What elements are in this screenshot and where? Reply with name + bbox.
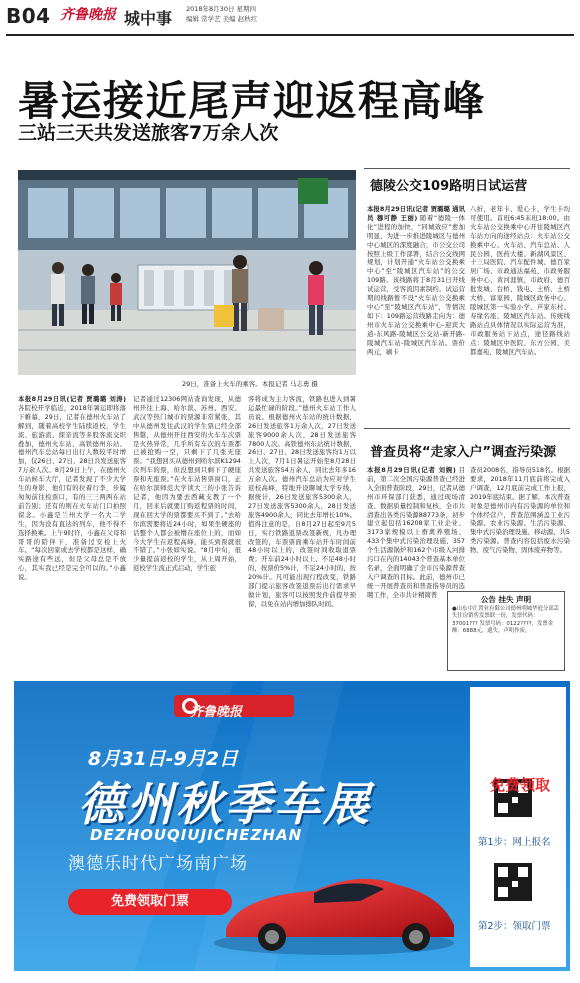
bus-article-col-2 [470, 205, 570, 420]
main-article-col-1 [18, 395, 126, 675]
station-photo [18, 170, 356, 375]
notice-body: ●山东中汇置业有限公司德州明城华庭分部丢失住房销售发票联一份，发票代码：37001??? 发票号码：0122????，发票金额：6888元，遗失，声明作废。 [452, 606, 560, 635]
ad-dates: 8月31日-9月2日 [88, 748, 238, 770]
ad-title: 德州秋季车展 [78, 777, 372, 831]
main-article-lead: 本报8月29日讯(记者 贾璐璐 刘涛) [18, 395, 126, 403]
main-article-text-3: 客将成为主力客流，铁路也进入到暑运最忙碌的阶段。”德州火车站工作人员说。根据德州火车站的统计数据，26日发送旅客1万余人次，27日发送旅客9000余人次，28日发送旅客7800人次。高铁德州东站统计数据，26日、27日、28日发送旅客均1万以上人次，7月1日暑运开始至8月28日共发送旅客54万余人，同比去年多16万余人次。德州汽车总站为应对学生返校高峰，特地开设聊城大学专线，据统计，26日发送旅客5300余人，27日发送旅客5300余人，28日发送旅客4900余人，同比去年增长10%。值得注意的是，自8月27日起至9月5日，实行铁路退票改签新规，凡办理改签的，车票票面乘车站开车时间前48小时以上的，改签时间收取退票费；开车前24小时以上、不足48小时的，按票价5%计，不足24小时的，按20%计。凡可能出现行程改变，铁路部门提示旅客改签退票后出行需求早做计划，旅客可以按照发件前提早预留，以免在站内增加排队时间。 [248, 395, 356, 608]
ad-venue: 澳德乐时代广场南广场 [68, 854, 248, 874]
bus-article-text-1: 随着“德陵一体化”进程的加快，“同城效应”愈加明显，为进一步推进陵城区与德州中心城区的深度融合，市公交公司按照上级工作部署，结合公交线网规划，计划开通“火车站公交换乘中心”至“陵城区汽车站”的公交109路。该线路将于8月31日开线试运营，受客流因素制约，试运营期间线路暂不设“火车站公交换乘中心”至“陵城区汽车站”，等情况如下：109路运营线路走向为：德州市火车站公交换乘中心-迎宾大道-东风路-陵城区公交站-新开路-陵城汽车站-陵城区汽车站。票价两元，刷卡 [367, 213, 465, 356]
subhead: 三站三天共发送旅客7万余人次 [18, 122, 279, 144]
free-claim-label: 免费领取 [490, 776, 551, 794]
main-article-text-1: 各院校开学临近，2018年暑运即将落下帷幕，29日，记者在德州火车站了解到，随着高校学生陆续返校，学生流、旅游流、探亲流等多股客流交织叠加，德州火车站、高铁德州东站、德州汽车总站每日出行人数较平时增加，仅26日、27日、28日共发送旅客7万余人次。8月29日上午，在德州火车站候车大厅，记者发现了不少大学生的身影，他们有的拉着行李，步履匆匆前往检票口，有的三三两两在站前告别；还有的则在火车站门口拍照留念。小鑫是兰州大学一名大二学生，因为没有直达的列车，他不得不选择换乘。上午9时许，小鑫在父母和哥哥的陪伴下，准备过安检上火车。“每次回家或去学校都是这样，确实路途有些远，但是父母总是不放心，其实我已经是完全可以的。”小鑫说。 [18, 403, 126, 582]
notice-title: 公告 挂失 声明 [480, 595, 532, 604]
main-article-col-2 [133, 395, 241, 675]
page-number: B04 [6, 4, 51, 28]
header-rule [6, 34, 574, 36]
notice-box [447, 591, 565, 671]
step-1-label: 第1步：网上报名 [478, 837, 551, 848]
photo-caption: 29日，准备上火车的乘客。本报记者 马志勇 摄 [182, 380, 318, 388]
main-article-col-3 [248, 395, 356, 675]
bus-article-title: 德陵公交109路明日试运营 [370, 179, 528, 194]
bus-article-text-2: 八折，老年卡、爱心卡、学生卡均可使用。首班6:45末班18:00。由火车站公交换乘中心开往陵城区汽车站方向的途经站点：火车站公交换乘中心、火车站、汽车总站、人民公园、医药大楼、新湖风景区、十三局医院、汽车配件城、德百家居广场、市政通达福苑、市政务服务中心、黄河涯镇、市政府、德百批发城、台桥、钱屯、土桥、土桥大桥、富家园、陵城区政务中心、陵城区第一实验小学、芦家东村、寿缘名座、陵城区汽车站。传统线路站点具体情况以实际运营为准，市政服务站下站点，途径路线站点：陵城区中医院、东方公园、美都嘉苑、陵城区汽车站。 [470, 205, 570, 356]
census-article-text-2: 查员2008名，指导员518名。根据要求，2018年11月底前将完成入户调查，12月底前完成工作上报，2019年底结束。据了解，本次普查对象是德州市内有污染源的单位和个体经营户，普查范围涵盖工业污染源、农业污染源、生活污染源、集中式污染治理设施、移动源、共5类污染源。普查内容包括废水污染物、废气污染物、固体废弃物等。 [470, 466, 570, 555]
headline: 暑运接近尾声迎返程高峰 [18, 77, 486, 125]
bus-article-rule [364, 168, 570, 169]
census-article-text-1: 目前，第二次全国污染源普查已经进入全面普查阶段，29日，记者从德州市环保部门获悉，通过现场清查、数据质量控制和复核，全市共清查出各类污染源88773条，初步建立起包括16208家工业企业、3173家规模以上畜禽养殖场、433个集中式污染治理设施、357个生活源锅炉和162个市级入河排污口在内的14043个普查基本单位名录，全面明确了全市污染源普查入户调查的目标。此前，德州市已统一开展普查员和普查指导员的选聘工作，全市共计精简普 [367, 466, 465, 599]
main-article-text-2: 记者通过12306网站查询发现，从德州开往上海、哈尔滨、苏州、西安、武汉等热门城市的票源非常紧张，其中从德州发往武汉的学生票已经全部售罄，从德州开往西安的火车车次票是火热异常，几乎所有车次的车票都已被抢购一空，只剩下了几张无座票。“我想回买从德州到哈尔滨K1294次列车的票，但没想到只剩下了硬座票和无座票。”在火车站售票窗口，正在哈尔滨师范大学读大三的小张告诉记者，他因为要去西藏支教了一个月，回来后就要订购返程票的时间，现在回大学的票都要买不到了。”去哈尔滨需要将近24小时，如果坐硬座的话整个人都会被懵在座位上的，而如今大学生在返程高峰，能买到票就很不错了。”小张如实说。“8月中旬，很少量提前返校的学生，从上周开始，返校学生流正式启动，学生旅 [133, 395, 241, 573]
census-article-rule [364, 428, 570, 429]
step-2-label: 第2步：领取门票 [478, 921, 551, 932]
free-ticket-button[interactable]: 免费领取门票 [68, 889, 232, 915]
census-article-title: 普查员将“走家入户”调查污染源 [370, 445, 557, 460]
bus-article-lead: 本报8月29日讯(记者 贾璐璐 通讯员 穆可静 王丽) [367, 205, 465, 222]
editor-line: 编辑 常学艺 美编 赵秋红 [186, 15, 258, 23]
census-article-lead: 本报8月29日讯(记者 刘婉) [367, 466, 456, 474]
ad-pinyin: DEZHOUQIUJICHEZHAN [90, 826, 303, 844]
header-meta [186, 4, 257, 24]
date-line: 2018年8月30日 星期四 [186, 5, 257, 13]
section-name: 城中事 [124, 9, 173, 28]
paper-logo: 齐鲁晚报 [60, 7, 116, 23]
census-article-col-2 [470, 466, 570, 588]
bus-article-col-1 [367, 205, 465, 420]
ad-logo: 齐鲁晚报 [190, 705, 243, 720]
